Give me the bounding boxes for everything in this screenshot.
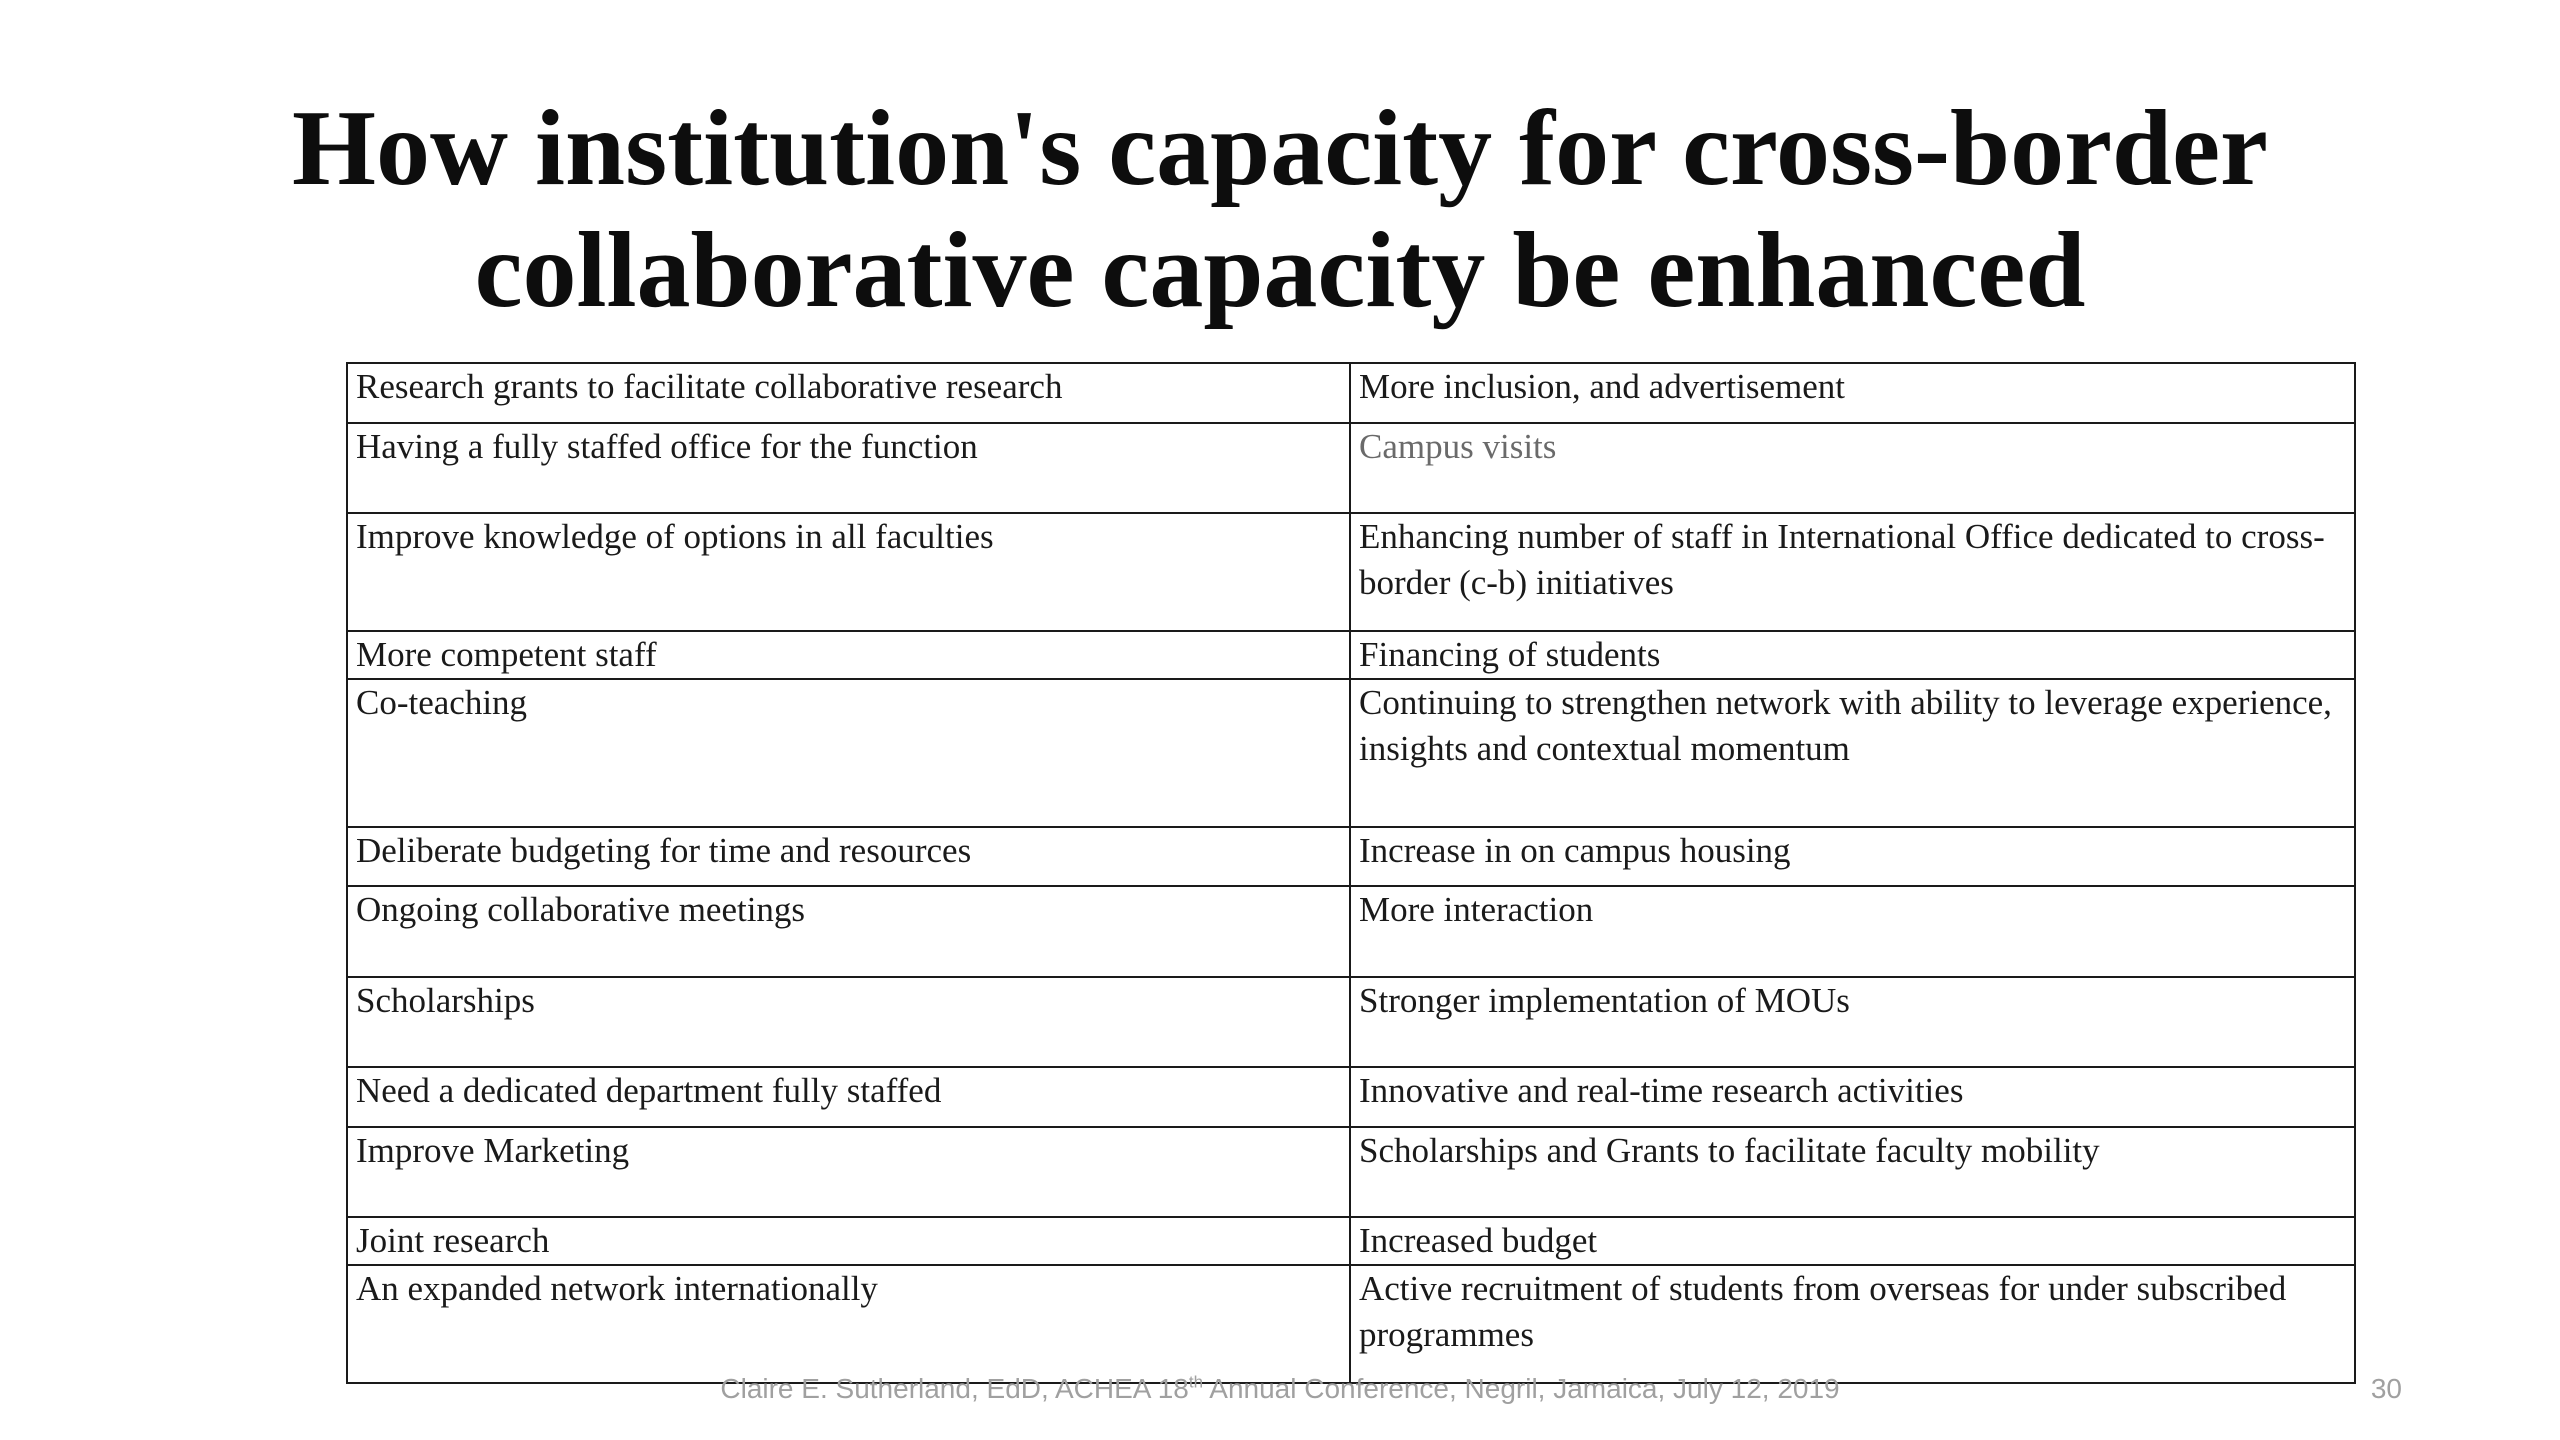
table-row <box>347 1127 2355 1217</box>
table-cell-right: More inclusion, and advertisement <box>1350 363 2355 423</box>
page-number: 30 <box>2370 1373 2402 1404</box>
table-cell-left: Research grants to facilitate collaborative research <box>347 363 1350 423</box>
slide-title <box>0 88 2560 332</box>
table-cell-left: An expanded network internationally <box>347 1265 1350 1383</box>
table-cell-right: Continuing to strengthen network with ability to leverage experience, insights and contextual momentum <box>1350 679 2355 827</box>
table-cell-right: Financing of students <box>1350 631 2355 679</box>
table-cell-left: Joint research <box>347 1217 1350 1265</box>
table-row <box>347 1265 2355 1383</box>
footer-superscript: th <box>1188 1372 1204 1392</box>
table-row <box>347 423 2355 513</box>
table-cell-left: Improve knowledge of options in all faculties <box>347 513 1350 631</box>
table-cell-right: Increase in on campus housing <box>1350 827 2355 886</box>
table-cell-right: Increased budget <box>1350 1217 2355 1265</box>
table-row <box>347 363 2355 423</box>
footer-text-continued: Annual Conference, Negril, Jamaica, July 12, 2019 <box>1203 1373 1840 1404</box>
table-cell-right: Active recruitment of students from overseas for under subscribed programmes <box>1350 1265 2355 1383</box>
table-cell-right: Campus visits <box>1350 423 2355 513</box>
table-row <box>347 1217 2355 1265</box>
slide-footer <box>660 1372 1900 1406</box>
table-cell-left: Co-teaching <box>347 679 1350 827</box>
table-cell-right: Scholarships and Grants to facilitate faculty mobility <box>1350 1127 2355 1217</box>
table-row <box>347 513 2355 631</box>
table-row <box>347 679 2355 827</box>
table-row <box>347 827 2355 886</box>
table-row <box>347 886 2355 977</box>
table-cell-left: Deliberate budgeting for time and resources <box>347 827 1350 886</box>
table-cell-left: More competent staff <box>347 631 1350 679</box>
table-cell-right: Innovative and real-time research activities <box>1350 1067 2355 1127</box>
table-cell-right: Stronger implementation of MOUs <box>1350 977 2355 1067</box>
table-row <box>347 977 2355 1067</box>
slide-title-line-2: collaborative capacity be enhanced <box>474 211 2086 330</box>
table-cell-left: Improve Marketing <box>347 1127 1350 1217</box>
slide-title-line-1: How institution's capacity for cross-border <box>292 89 2268 208</box>
table-cell-right: More interaction <box>1350 886 2355 977</box>
table-row <box>347 631 2355 679</box>
table-cell-left: Need a dedicated department fully staffed <box>347 1067 1350 1127</box>
table-cell-right: Enhancing number of staff in International Office dedicated to cross-border (c-b) initiatives <box>1350 513 2355 631</box>
table-row <box>347 1067 2355 1127</box>
table-cell-left: Having a fully staffed office for the function <box>347 423 1350 513</box>
capacity-table <box>346 362 2356 1384</box>
table-cell-left: Ongoing collaborative meetings <box>347 886 1350 977</box>
table-cell-left: Scholarships <box>347 977 1350 1067</box>
footer-text: Claire E. Sutherland, EdD, ACHEA 18 <box>720 1373 1189 1404</box>
